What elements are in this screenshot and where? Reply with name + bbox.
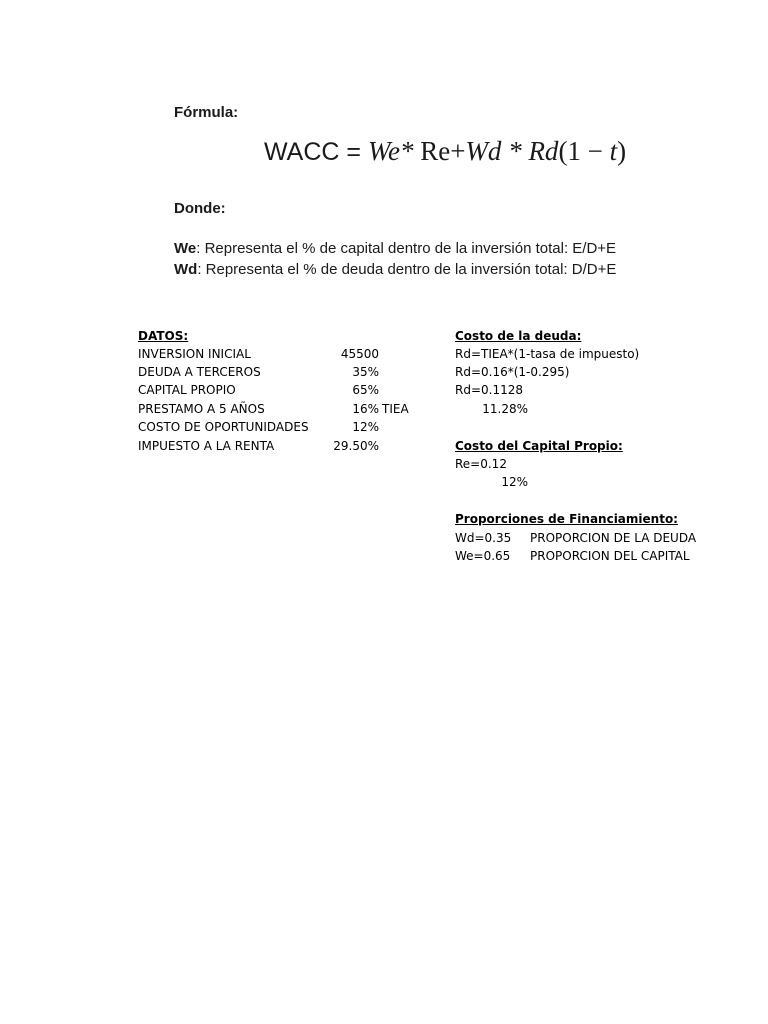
definition-term: Wd [174, 261, 198, 278]
proporcion-desc: PROPORCION DE LA DEUDA [530, 531, 697, 545]
eq-re: Re+ [413, 136, 466, 166]
costo-capital-heading: Costo del Capital Propio: [455, 439, 623, 453]
formula-heading: Fórmula: [174, 104, 239, 121]
wacc-equation [264, 136, 626, 167]
eq-t: t [609, 136, 618, 166]
eq-we: We [367, 136, 400, 166]
datos-label: INVERSION INICIAL [138, 347, 251, 361]
datos-value: 16% [352, 402, 379, 416]
eq-wd: Wd [465, 136, 502, 166]
datos-label: CAPITAL PROPIO [138, 383, 236, 397]
definition-term: We [174, 240, 197, 257]
datos-value: 35% [352, 365, 379, 379]
eq-tail: (1 − [558, 136, 610, 166]
costo-deuda-line: Rd=TIEA*(1-tasa de impuesto) [455, 347, 640, 361]
costo-deuda-line: Rd=0.16*(1-0.295) [455, 365, 570, 379]
datos-value: 45500 [340, 347, 379, 361]
donde-heading: Donde: [174, 200, 226, 217]
wacc-lhs: WACC = [264, 138, 368, 166]
definition-text: : Representa el % de capital dentro de la inversión total: E/D+E [196, 240, 617, 257]
datos-value: 65% [352, 383, 379, 397]
definition-text: : Representa el % de deuda dentro de la inversión total: D/D+E [197, 261, 617, 278]
datos-label: PRESTAMO A 5 AÑOS [138, 402, 265, 416]
datos-value: 12% [352, 420, 379, 434]
datos-heading: DATOS: [138, 329, 189, 343]
datos-extra: TIEA [382, 402, 409, 416]
eq-star: * [501, 136, 529, 166]
proporcion-value: Wd=0.35 [455, 531, 512, 545]
costo-deuda-heading: Costo de la deuda: [455, 329, 582, 343]
costo-capital-result: 12% [501, 475, 528, 489]
proporciones-heading: Proporciones de Financiamiento: [455, 512, 678, 526]
datos-label: COSTO DE OPORTUNIDADES [138, 420, 309, 434]
proporcion-value: We=0.65 [455, 549, 511, 563]
eq-rd: Rd [528, 136, 559, 166]
datos-label: IMPUESTO A LA RENTA [138, 439, 275, 453]
definition-we [174, 240, 616, 257]
datos-label: DEUDA A TERCEROS [138, 365, 261, 379]
proporcion-desc: PROPORCION DEL CAPITAL [530, 549, 690, 563]
eq-star: * [399, 136, 414, 166]
costo-capital-line: Re=0.12 [455, 457, 507, 471]
datos-value: 29.50% [333, 439, 379, 453]
costo-deuda-line: Rd=0.1128 [455, 383, 523, 397]
costo-deuda-result: 11.28% [482, 402, 528, 416]
definition-wd [174, 261, 616, 278]
eq-close: ) [617, 136, 627, 166]
